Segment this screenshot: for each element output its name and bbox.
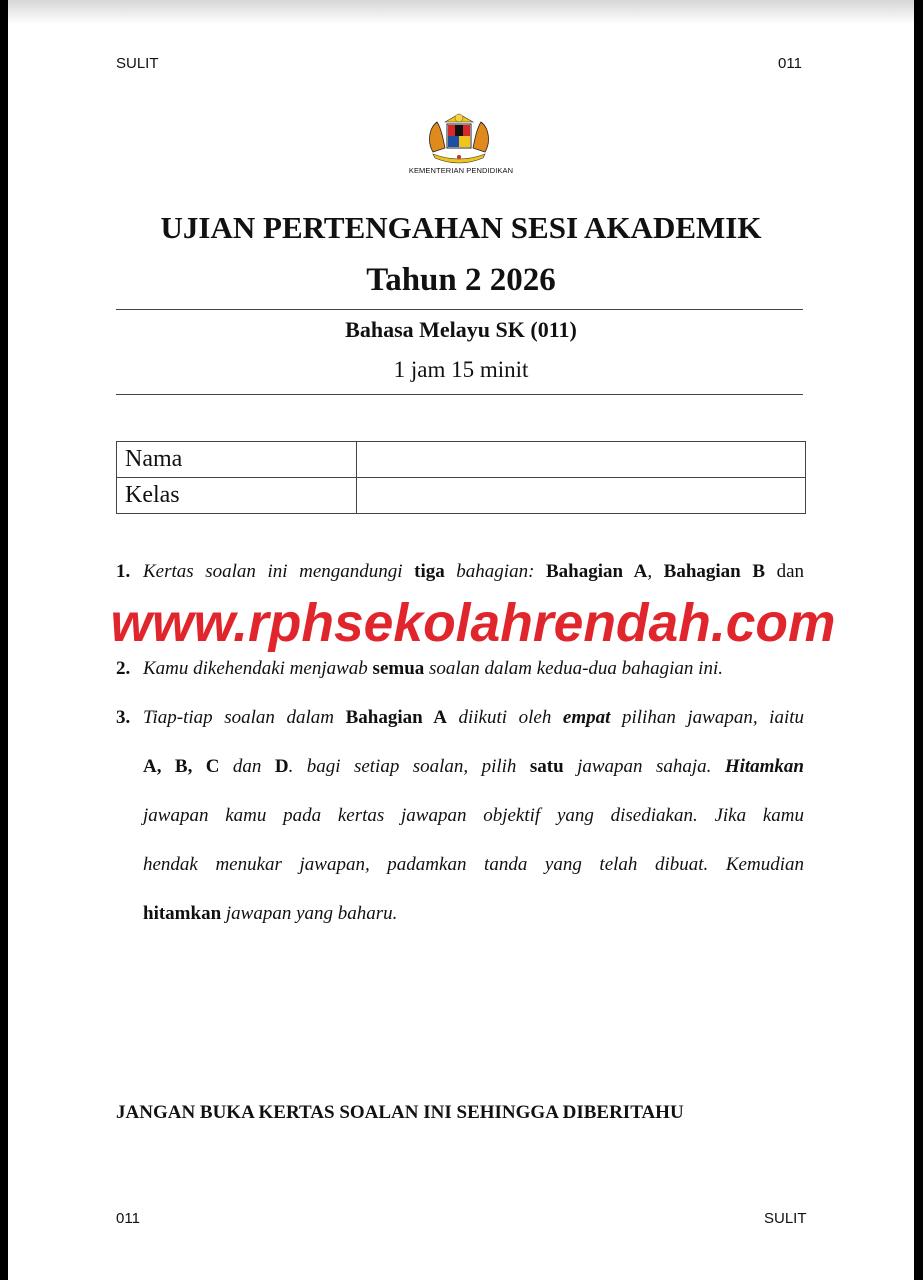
top-shadow	[8, 0, 914, 24]
text-run: Tiap-tiap soalan dalam	[143, 707, 346, 728]
instruction-1-line	[143, 561, 804, 583]
instruction-number: 1.	[116, 561, 131, 582]
text-run-bold: D	[274, 756, 289, 777]
watermark-text: www.rphsekolahrendah.com	[110, 593, 836, 653]
footer-left-code: 011	[116, 1210, 140, 1227]
text-run-bold: Bahagian A	[545, 561, 648, 582]
text-run-bold: Bahagian A	[345, 707, 447, 728]
text-run: dan	[765, 561, 805, 582]
instruction-3-line-3: jawapan kamu pada kertas jawapan objektif yang disediakan. Jika kamu	[143, 805, 804, 826]
header-left-label: SULIT	[116, 55, 159, 72]
text-run: ,	[647, 561, 664, 582]
table-row	[117, 442, 806, 478]
text-run-bold: semua	[372, 658, 425, 679]
text-run-bold: Bahagian B	[663, 561, 765, 582]
text-run: pilihan jawapan, iaitu	[610, 707, 805, 728]
class-field[interactable]	[357, 478, 806, 514]
text-run: soalan dalam kedua-dua bahagian ini.	[424, 658, 723, 679]
name-label: Nama	[117, 442, 357, 478]
text-run-bold: hitamkan	[143, 903, 222, 924]
coat-of-arms-icon	[419, 108, 499, 168]
student-info-table	[116, 441, 806, 514]
header-right-code: 011	[778, 55, 802, 72]
instruction-3-line-5	[143, 903, 804, 925]
text-run-bold: Hitamkan	[724, 756, 804, 777]
text-run-bold: tiga	[414, 561, 445, 582]
instruction-3-line-1	[143, 707, 804, 729]
duration-line: 1 jam 15 minit	[393, 357, 529, 382]
text-run: jawapan sahaja.	[563, 756, 725, 777]
text-run: . bagi setiap soalan, pilih	[288, 756, 530, 777]
text-run-bold: empat	[562, 707, 611, 728]
warning-notice: JANGAN BUKA KERTAS SOALAN INI SEHINGGA DIBERITAHU	[116, 1102, 684, 1123]
year-line: Tahun 2 2026	[366, 262, 556, 298]
text-run: dan	[219, 756, 275, 777]
class-label: Kelas	[117, 478, 357, 514]
subject-line: Bahasa Melayu SK (011)	[345, 317, 577, 342]
instruction-3-line-2	[143, 756, 804, 778]
footer-right-label: SULIT	[764, 1210, 807, 1227]
instruction-3-line-4: hendak menukar jawapan, padamkan tanda yang telah dibuat. Kemudian	[143, 854, 804, 875]
instruction-number: 2.	[116, 658, 131, 679]
text-run: Kamu dikehendaki menjawab	[143, 658, 373, 679]
divider-bottom	[116, 394, 803, 395]
text-run-bold: A, B, C	[143, 756, 220, 777]
instruction-number: 3.	[116, 707, 131, 728]
text-run: jawapan yang baharu.	[221, 903, 398, 924]
name-field[interactable]	[357, 442, 806, 478]
text-run: Kertas soalan ini mengandungi	[143, 561, 415, 582]
text-run: diikuti oleh	[446, 707, 563, 728]
text-run-bold: satu	[529, 756, 564, 777]
table-row	[117, 478, 806, 514]
ministry-label: KEMENTERIAN PENDIDIKAN	[408, 166, 514, 175]
website-watermark	[103, 583, 843, 663]
divider-top	[116, 309, 803, 310]
text-run: bahagian:	[444, 561, 546, 582]
exam-title: UJIAN PERTENGAHAN SESI AKADEMIK	[160, 210, 762, 245]
exam-cover-page	[8, 0, 914, 1280]
